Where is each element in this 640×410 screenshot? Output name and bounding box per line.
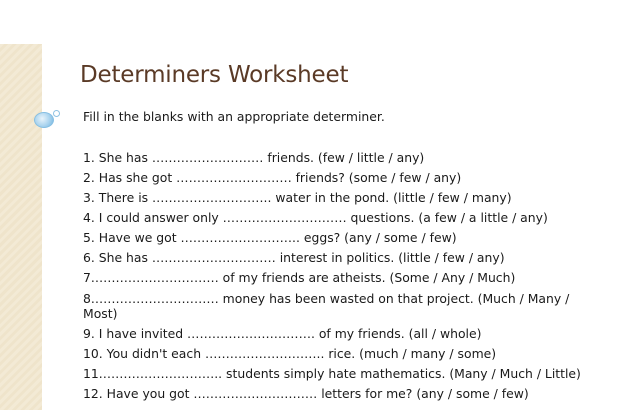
small-bubble-icon (53, 110, 60, 117)
worksheet-item-11: 11.……………………….. students simply hate mathematics. (Many / Much / Little) (83, 366, 581, 381)
worksheet-item-10: 10. You didn't each ……………………….. rice. (much / many / some) (83, 346, 497, 361)
decorative-side-band (0, 44, 42, 410)
worksheet-item-7: 7.………………………… of my friends are atheists. (Some / Any / Much) (83, 270, 516, 285)
worksheet-item-9: 9. I have invited …………………………. of my friends. (all / whole) (83, 326, 482, 341)
worksheet-item-1: 1. She has ……………………… friends. (few / little / any) (83, 150, 425, 165)
worksheet-item-6: 6. She has ………………………… interest in politics. (little / few / any) (83, 250, 505, 265)
bubble-icon (34, 112, 54, 128)
instruction-text: Fill in the blanks with an appropriate determiner. (83, 109, 385, 124)
slide-title: Determiners Worksheet (80, 62, 349, 88)
worksheet-item-5: 5. Have we got ……………………….. eggs? (any / some / few) (83, 230, 457, 245)
worksheet-item-12: 12. Have you got ………………………… letters for me? (any / some / few) (83, 386, 529, 401)
worksheet-item-8: 8.………………………… money has been wasted on that project. (Much / Many / Most) (83, 291, 570, 321)
worksheet-item-3: 3. There is ……………………….. water in the pond. (little / few / many) (83, 190, 512, 205)
worksheet-item-4: 4. I could answer only ………………………… questions. (a few / a little / any) (83, 210, 548, 225)
worksheet-item-2: 2. Has she got ………………………. friends? (some / few / any) (83, 170, 462, 185)
